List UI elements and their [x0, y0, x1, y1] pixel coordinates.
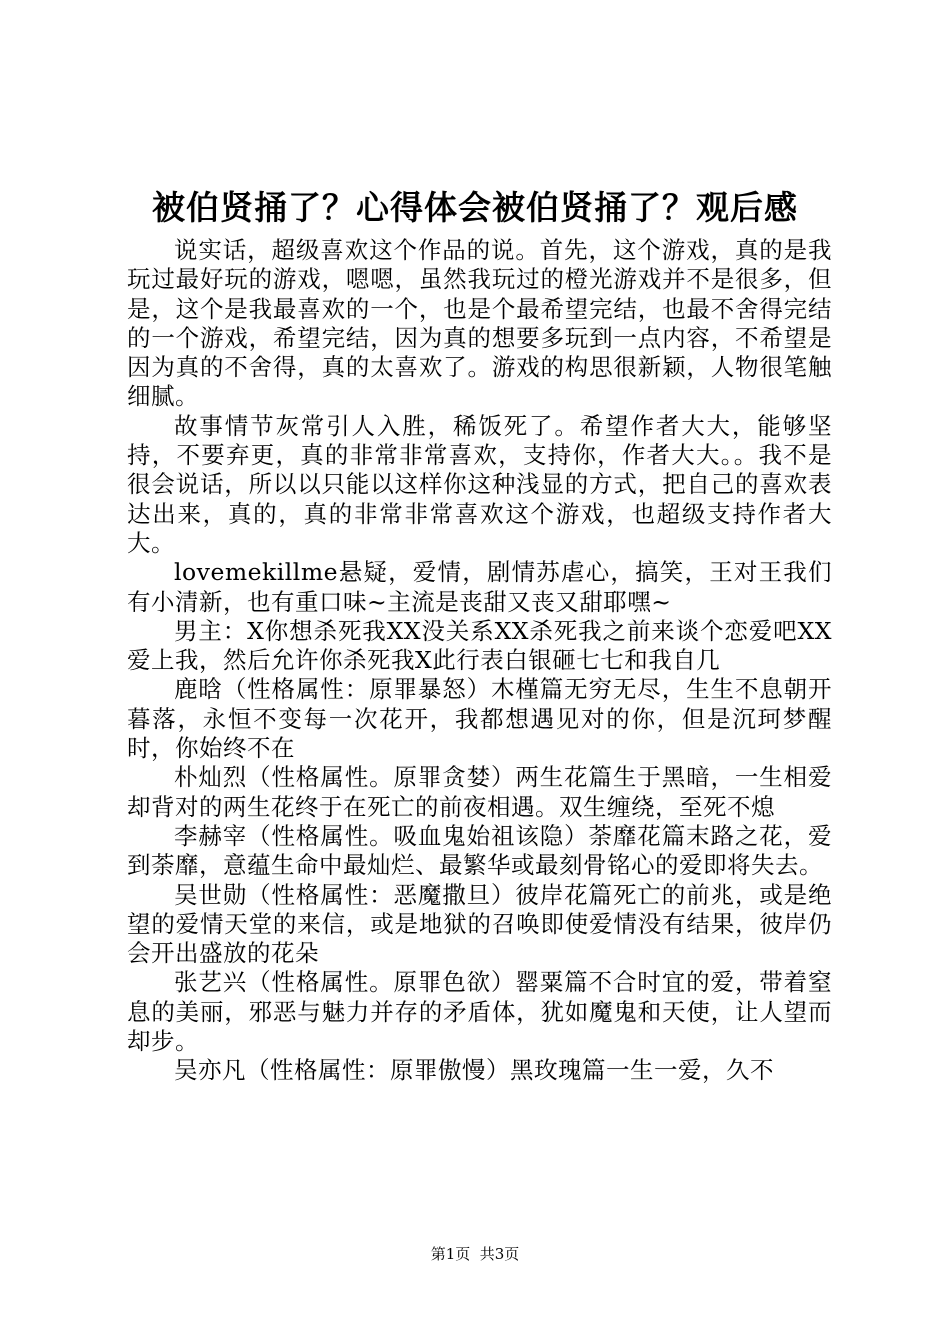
paragraph: 说实话，超级喜欢这个作品的说。首先，这个游戏，真的是我玩过最好玩的游戏，嗯嗯，虽然我玩过的橙光游戏并不是很多，但是，这个是我最喜欢的一个，也是个最希望完结，也最不舍得完结的一个游戏，希望完结，因为真的想要多玩到一点内容，不希望是因为真的不舍得，真的太喜欢了。游戏的构思很新颖，人物很笔触细腻。	[127, 236, 832, 411]
paragraph: 男主：X你想杀死我XX没关系XX杀死我之前来谈个恋爱吧XX爱上我，然后允许你杀死我X此行表白银砸七七和我自几	[127, 616, 832, 675]
paragraph: 朴灿烈（性格属性。原罪贪婪）两生花篇生于黑暗，一生相爱却背对的两生花终于在死亡的前夜相遇。双生缠绕，至死不熄	[127, 763, 832, 821]
paragraph: 吴亦凡（性格属性：原罪傲慢）黑玫瑰篇一生一爱，久不	[174, 1056, 774, 1085]
page-footer	[0, 1244, 950, 1264]
paragraph: 鹿晗（性格属性：原罪暴怒）木槿篇无穷无尽，生生不息朝开暮落，永恒不变每一次花开，我都想遇见对的你，但是沉珂梦醒时，你始终不在	[127, 675, 832, 763]
paragraph: 故事情节灰常引人入胜，稀饭死了。希望作者大大，能够坚持，不要弃更，真的非常非常喜欢，支持你，作者大大。。我不是很会说话，所以以只能以这样你这种浅显的方式，把自己的喜欢表达出来，真的，真的非常非常喜欢这个游戏，也超级支持作者大大。	[127, 411, 832, 557]
paragraph: 李赫宰（性格属性。吸血鬼始祖该隐）荼靡花篇末路之花，爱到荼靡，意蕴生命中最灿烂、最繁华或最刻骨铭心的爱即将失去。	[127, 821, 832, 880]
paragraph: 张艺兴（性格属性。原罪色欲）罂粟篇不合时宜的爱，带着窒息的美丽，邪恶与魅力并存的矛盾体，犹如魔鬼和天使，让人望而却步。	[127, 968, 832, 1056]
page-number: 第1页 共3页	[430, 1245, 520, 1263]
paragraph: 吴世勋（性格属性：恶魔撒旦）彼岸花篇死亡的前兆，或是绝望的爱情天堂的来信，或是地狱的召唤即使爱情没有结果，彼岸仍会开出盛放的花朵	[127, 880, 832, 968]
document-title: 被伯贤捅了？心得体会被伯贤捅了？观后感	[152, 188, 798, 227]
document-body	[127, 236, 832, 1086]
paragraph: lovemekillme悬疑，爱情，剧情苏虐心，搞笑，王对王我们有小清新，也有重口味~主流是丧甜又丧又甜耶嘿~	[127, 558, 832, 616]
